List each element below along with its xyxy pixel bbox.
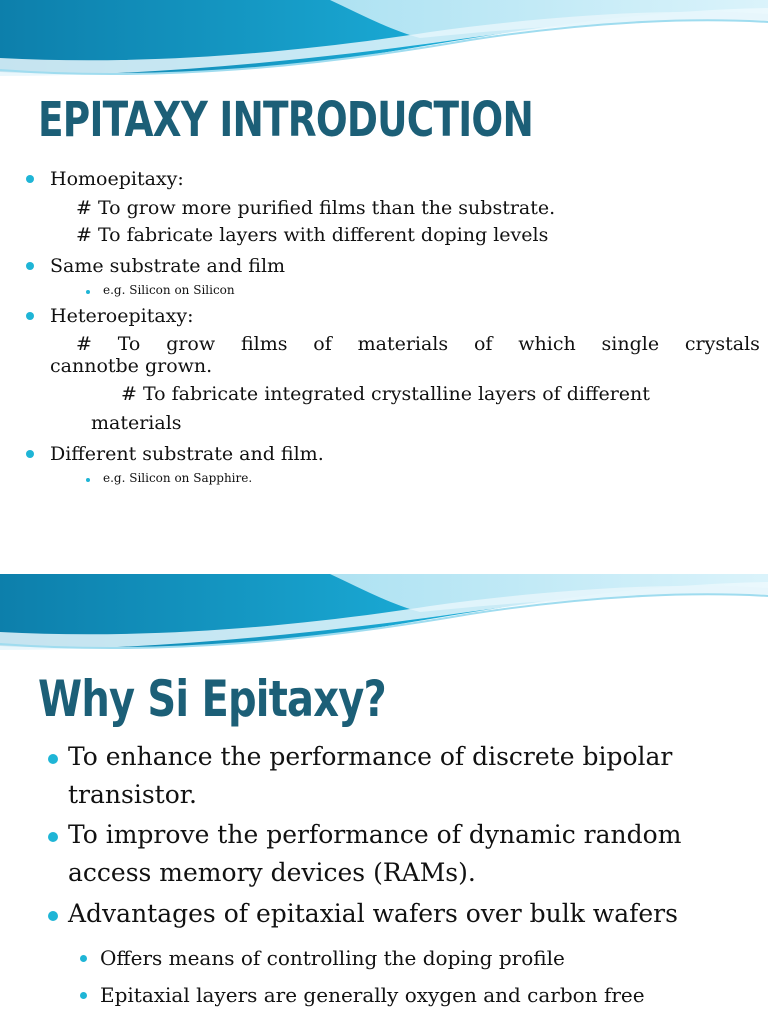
list-note: # To fabricate layers with different doping levels — [76, 224, 549, 246]
slide-separator — [0, 560, 768, 574]
bullet-icon — [48, 754, 58, 764]
justified-word: of — [313, 333, 332, 355]
list-note: # To grow more purified films than the substrate. — [76, 197, 556, 219]
bullet-icon — [26, 262, 34, 270]
list-item-continuation: access memory devices (RAMs). — [68, 858, 476, 887]
list-item: Advantages of epitaxial wafers over bulk wafers — [68, 899, 678, 928]
justified-word: films — [240, 333, 288, 355]
list-item: Heteroepitaxy: — [50, 305, 194, 327]
justified-word: grow — [166, 333, 216, 355]
sub-list-item: e.g. Silicon on Sapphire. — [103, 471, 253, 485]
justified-word: # — [76, 333, 92, 355]
justified-word: crystals — [684, 333, 760, 355]
list-item: To enhance the performance of discrete bipolar — [68, 742, 673, 771]
justified-word: of — [473, 333, 493, 355]
list-note: # To fabricate integrated crystalline layers of different — [121, 383, 650, 405]
list-item: Same substrate and film — [50, 255, 286, 277]
bullet-icon — [26, 175, 34, 183]
wave-header-decoration — [0, 574, 768, 664]
justified-word: To — [117, 333, 141, 355]
justified-word: single — [601, 333, 660, 355]
sub-list-item: e.g. Silicon on Silicon — [103, 283, 235, 297]
sub-bullet-icon — [80, 992, 87, 999]
list-note: cannotbe grown. — [50, 355, 213, 377]
sub-bullet-icon — [86, 290, 90, 294]
bullet-icon — [48, 911, 58, 921]
list-item-continuation: transistor. — [68, 780, 197, 809]
slide-title: EPITAXY INTRODUCTION — [38, 92, 534, 148]
bullet-icon — [48, 832, 58, 842]
list-item: Homoepitaxy: — [50, 168, 184, 190]
justified-note-line — [76, 333, 760, 355]
list-item: To improve the performance of dynamic random — [68, 820, 682, 849]
list-note: materials — [91, 412, 182, 434]
sub-list-item: Offers means of controlling the doping profile — [100, 946, 565, 970]
sub-bullet-icon — [86, 478, 90, 482]
bullet-icon — [26, 312, 34, 320]
sub-bullet-icon — [80, 955, 87, 962]
bullet-icon — [26, 450, 34, 458]
justified-word: materials — [357, 333, 449, 355]
slide-title: Why Si Epitaxy? — [38, 670, 386, 728]
sub-list-item: Epitaxial layers are generally oxygen and carbon free — [100, 983, 645, 1007]
wave-header-decoration — [0, 0, 768, 90]
list-item: Different substrate and film. — [50, 443, 324, 465]
justified-word: which — [518, 333, 576, 355]
slide-why-si-epitaxy — [0, 574, 768, 1024]
